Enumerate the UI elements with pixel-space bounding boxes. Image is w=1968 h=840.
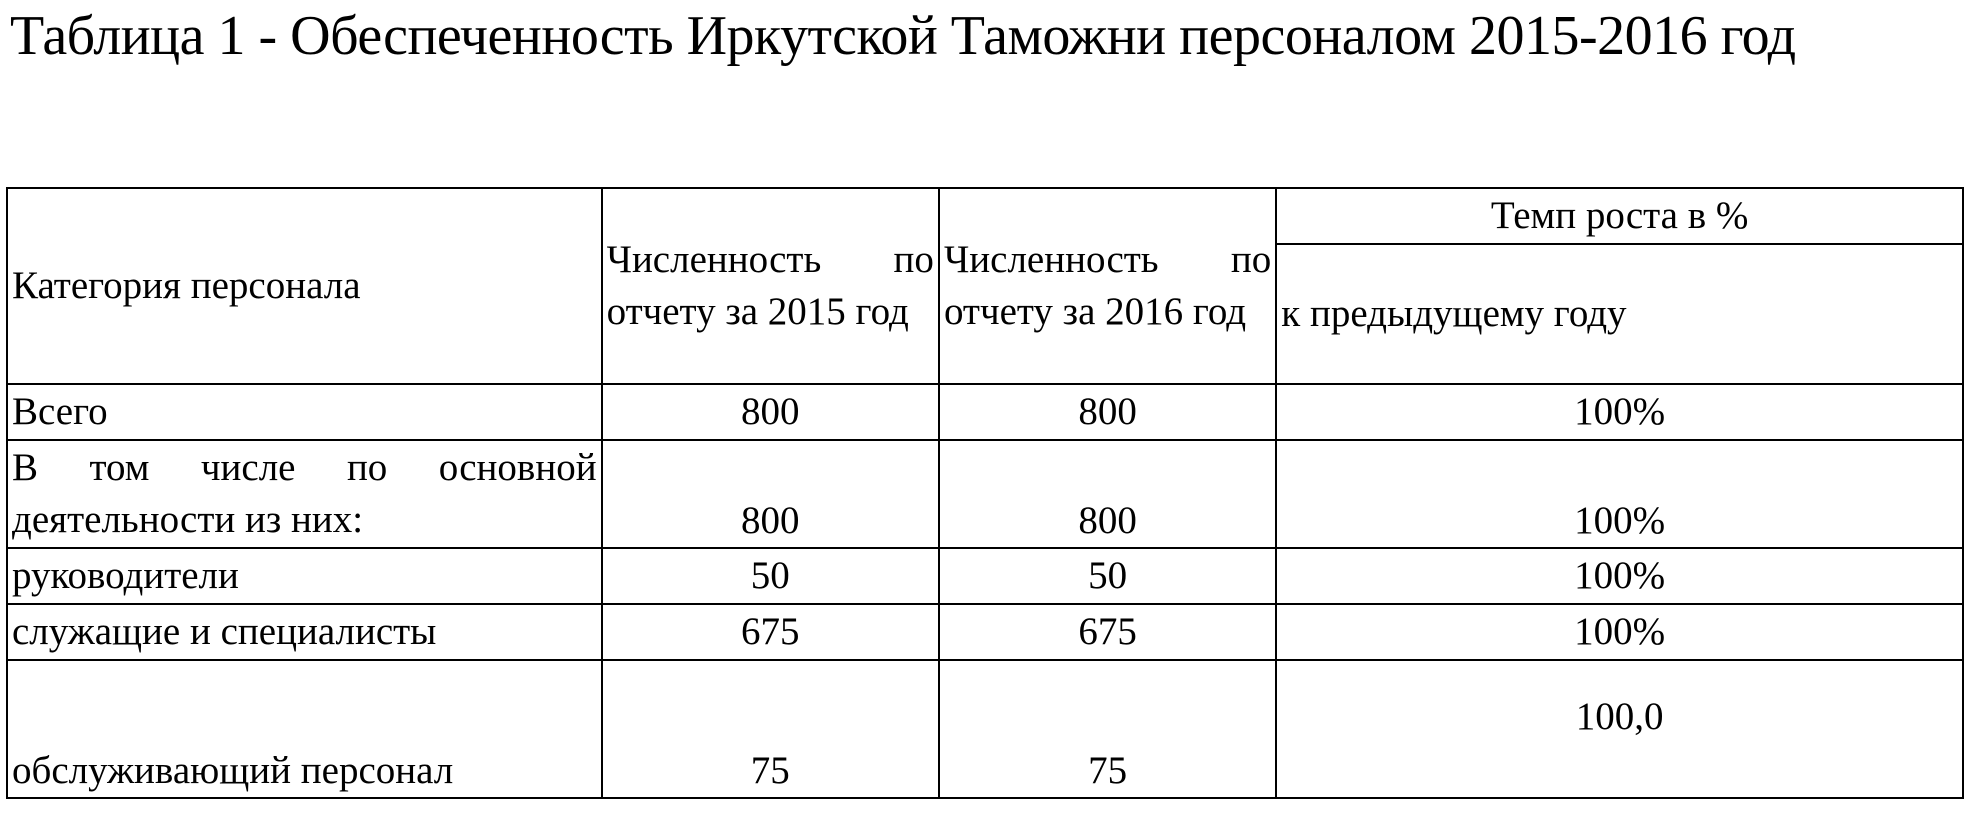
row-count-2015: 675 [602, 604, 939, 660]
row-count-2016: 75 [939, 660, 1276, 798]
row-category: служащие и специалисты [7, 604, 602, 660]
row-growth: 100,0 [1276, 660, 1963, 798]
row-growth: 100% [1276, 384, 1963, 440]
header-growth-rate: Темп роста в % [1276, 188, 1963, 244]
row-count-2016: 675 [939, 604, 1276, 660]
table-header-row [7, 188, 1963, 244]
table-row [7, 604, 1963, 660]
page-title: Таблица 1 - Обеспеченность Иркутской Таможни персоналом 2015-2016 год [10, 5, 1796, 67]
row-growth: 100% [1276, 440, 1963, 548]
header-count-2015: Численность по отчету за 2015 год [602, 188, 939, 384]
row-growth: 100% [1276, 604, 1963, 660]
staffing-table [6, 187, 1964, 799]
row-growth: 100% [1276, 548, 1963, 604]
row-count-2015: 75 [602, 660, 939, 798]
header-category: Категория персонала [7, 188, 602, 384]
table-row [7, 440, 1963, 548]
row-count-2016: 800 [939, 384, 1276, 440]
header-count-2016: Численность по отчету за 2016 год [939, 188, 1276, 384]
table-row [7, 384, 1963, 440]
row-count-2015: 50 [602, 548, 939, 604]
row-count-2015: 800 [602, 384, 939, 440]
row-count-2016: 800 [939, 440, 1276, 548]
header-growth-rate-sub: к предыдущему году [1276, 244, 1963, 384]
row-category: обслуживающий персонал [7, 660, 602, 798]
row-count-2016: 50 [939, 548, 1276, 604]
row-category: Всего [7, 384, 602, 440]
table-row [7, 548, 1963, 604]
row-count-2015: 800 [602, 440, 939, 548]
row-category: В том числе по основной деятельности из них: [7, 440, 602, 548]
table-row [7, 660, 1963, 798]
row-category: руководители [7, 548, 602, 604]
